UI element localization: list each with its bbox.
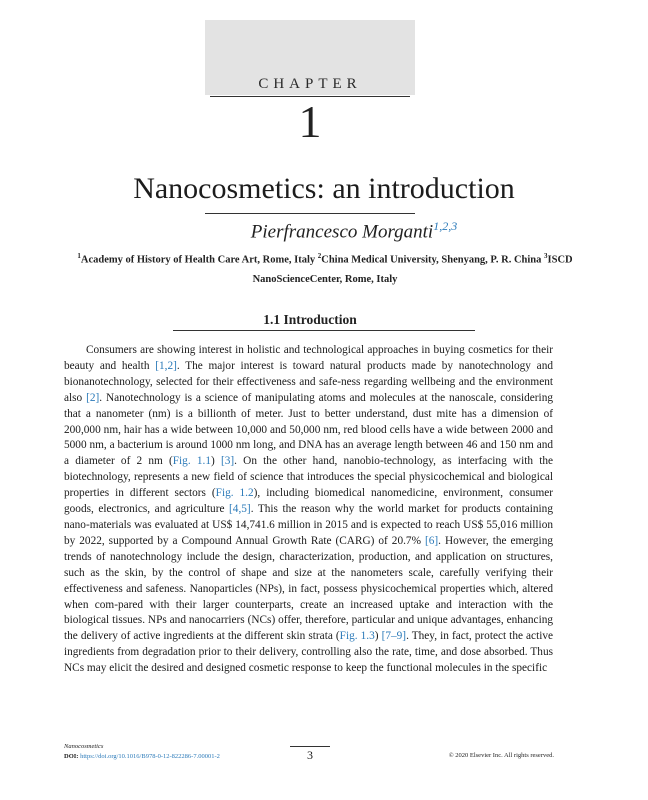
- citation-link[interactable]: [6]: [424, 534, 439, 547]
- citation-link[interactable]: Fig. 1.1: [172, 455, 211, 468]
- author-name: Pierfrancesco Morganti: [250, 221, 434, 243]
- footer-citation: [64, 742, 220, 762]
- title-divider: [205, 213, 415, 214]
- paragraph-text: . On the other hand, nanobio-technology, as interfacing with the biotechnology, represents a new field of science that introduces the special physicochemical and biological properties in different sectors (: [64, 455, 553, 500]
- affiliation-text: Academy of History of Health Care Art, Rome, Italy: [80, 254, 318, 266]
- author-affiliation-links[interactable]: 1,2,3: [433, 219, 458, 233]
- chapter-title: Nanocosmetics: an introduction: [133, 172, 515, 205]
- body-text: [64, 343, 553, 677]
- introduction-paragraph: [64, 343, 553, 677]
- affiliation-number: 1: [77, 252, 81, 260]
- paragraph-text: ): [374, 630, 382, 643]
- citation-link[interactable]: [1,2]: [155, 359, 177, 372]
- journal-name: Nanocosmetics: [64, 743, 104, 750]
- section-divider: [173, 330, 475, 331]
- author-line: [0, 219, 648, 243]
- affiliation-number: 3: [544, 252, 548, 260]
- doi-label: DOI:: [64, 753, 81, 760]
- citation-link[interactable]: [2]: [86, 391, 100, 404]
- citation-link[interactable]: [4,5]: [229, 503, 251, 516]
- chapter-number: 1: [298, 96, 322, 147]
- page-number-divider: [290, 746, 330, 747]
- paragraph-text: . The major interest is toward natural products made by nanotechnology and bionanotechnology, selected for their effectiveness and safe-ness regarding wellbeing and the environment also: [64, 359, 553, 404]
- citation-link[interactable]: [7–9]: [381, 630, 407, 643]
- paragraph-text: . They, in fact, protect the active ingredients from degradation prior to their delivery, controlling also the rate, time, and dose absorbed. Thus NCs may elicit the desired and designed cosmetic response to keep the functional molecules in the specific: [64, 630, 554, 675]
- paragraph-text: Consumers are showing interest in holistic and technological approaches in buying cosmetics for their beauty and health: [64, 344, 553, 372]
- citation-link[interactable]: [3]: [220, 455, 235, 468]
- section-heading: 1.1 Introduction: [263, 312, 357, 327]
- paragraph-text: . Nanotechnology is a science of manipulating atoms and molecules at the nanoscale, considering that a nanometer (nm) is a billionth of meter. Just to better understand, dust mite has a dimension of 200,000 nm, hair has a wide between 10,000 and 50,000 nm, red blood cells have a wide between 2000 and 5000 nm, a bacterium is around 1000 nm long, and DNA has an average length between 46 and 150 nm and a diameter of 2 nm (: [64, 391, 553, 468]
- paragraph-text: ): [210, 455, 221, 468]
- affiliation-text: China Medical University, Shenyang, P. R. China: [321, 254, 545, 266]
- citation-link[interactable]: Fig. 1.2: [215, 487, 254, 500]
- citation-link[interactable]: Fig. 1.3: [339, 630, 375, 643]
- paragraph-text: . However, the emerging trends of nanotechnology include the design, characterization, production, and application on structures, such as the skin, by the control of shape and size at the nanometers scale, carefully verifying their effectiveness and safeness. Nanoparticles (NPs), in fact, possess physicochemical properties which, altered when com-pared with their larger counterparts, create an increased uptake and interaction with the biological tissues. NPs and nanocarriers (NCs) offer, therefore, particular and unique advantages, enhancing the delivery of active ingredients at the different skin strata (: [64, 534, 553, 643]
- affiliation-text: ISCD NanoScienceCenter, Rome, Italy: [252, 254, 573, 285]
- paragraph-text: ), including biomedical nanomedicine, environment, consumer goods, electronics, and agriculture: [64, 487, 554, 516]
- affiliation-number: 2: [317, 252, 322, 260]
- doi-link[interactable]: https://doi.org/10.1016/B978-0-12-822286-7.00001-2: [80, 753, 220, 760]
- affiliations: [64, 247, 586, 289]
- page-number: 3: [307, 748, 313, 762]
- paragraph-text: . This the reason why the world market for products containing nano-materials was evaluated at US$ 14,741.6 million in 2015 and is expected to reach US$ 55,016 million by 2022, supported by a Compound Annual Growth Rate (CARG) of 20.7%: [64, 503, 553, 547]
- chapter-label: CHAPTER: [258, 76, 362, 92]
- copyright-notice: © 2020 Elsevier Inc. All rights reserved.: [448, 752, 554, 759]
